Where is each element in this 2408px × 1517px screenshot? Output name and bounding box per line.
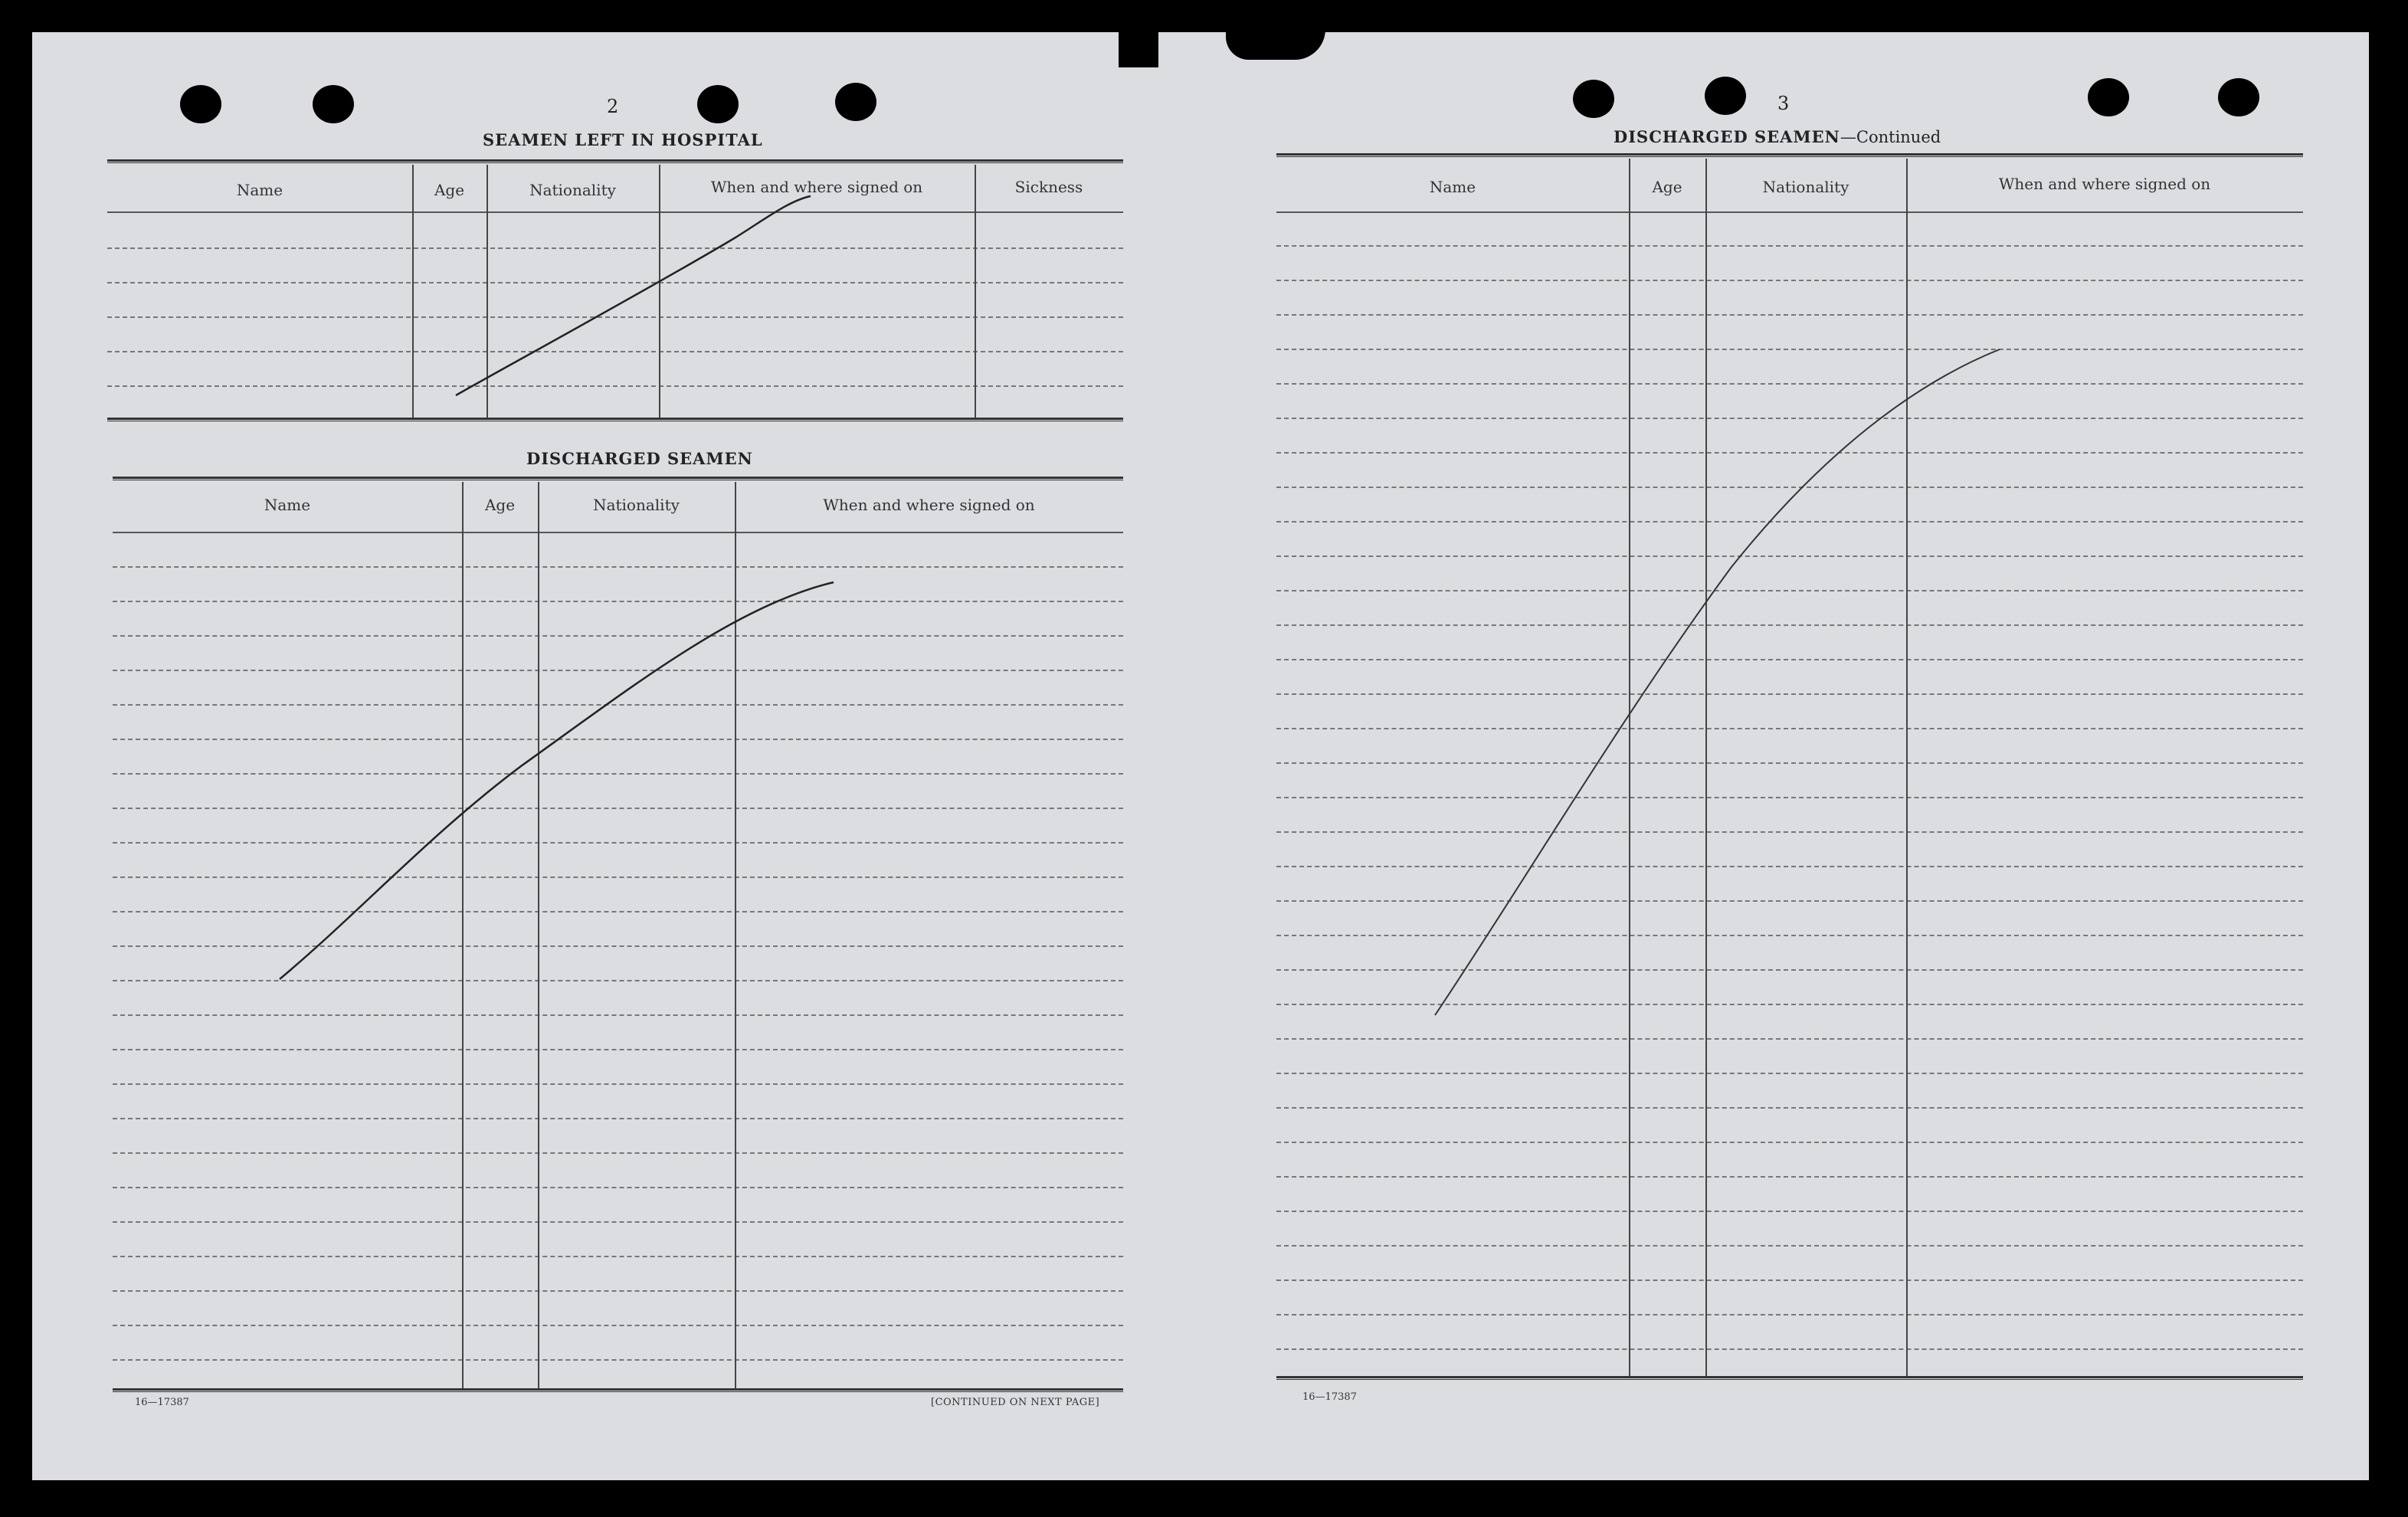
continued-suffix: —Continued	[1840, 128, 1941, 146]
column-header: Name	[236, 181, 283, 199]
page-number-right: 3	[1777, 93, 1790, 114]
column-header: Nationality	[593, 496, 680, 514]
continued-note: [CONTINUED ON NEXT PAGE]	[931, 1397, 1100, 1408]
discharged-continued-title-text: DISCHARGED SEAMEN	[1614, 127, 1840, 146]
column-header: When and where signed on	[710, 178, 923, 196]
column-header: When and where signed on	[823, 496, 1035, 514]
column-header: Nationality	[529, 181, 616, 199]
column-header: Name	[1429, 178, 1476, 196]
column-header: Name	[264, 496, 311, 514]
form-number-left: 16—17387	[135, 1397, 189, 1408]
hospital-section-title: SEAMEN LEFT IN HOSPITAL	[483, 130, 763, 149]
column-header: Age	[434, 181, 465, 199]
column-header: Sickness	[1014, 178, 1083, 196]
discharged-section-title: DISCHARGED SEAMEN	[526, 449, 753, 468]
column-header: Nationality	[1762, 178, 1849, 196]
column-header: Age	[1652, 178, 1682, 196]
pen-stroke	[456, 196, 811, 395]
pen-stroke	[280, 582, 834, 979]
column-header: Age	[484, 496, 516, 514]
column-header: When and where signed on	[1998, 175, 2211, 193]
page-number-left: 2	[607, 96, 619, 117]
pen-stroke	[1435, 349, 2000, 1015]
form-number-right: 16—17387	[1302, 1391, 1357, 1403]
